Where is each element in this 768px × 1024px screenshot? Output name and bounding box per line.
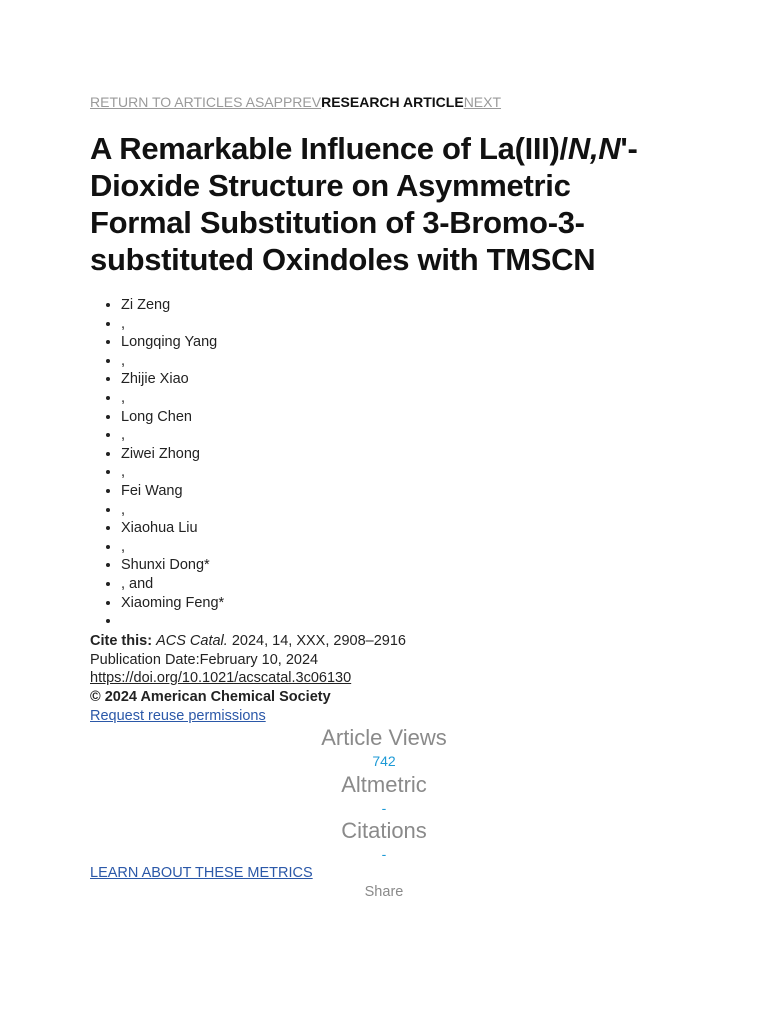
reuse-row: [90, 707, 678, 726]
author-item[interactable]: • Long Chen: [121, 408, 224, 427]
copyright-text: © 2024 American Chemical Society: [90, 689, 331, 706]
next-link[interactable]: NEXT: [463, 94, 502, 110]
cite-this-row: [90, 632, 678, 651]
citation-details: 2024, 14, XXX, 2908–2916: [227, 633, 406, 649]
altmetric-label: Altmetric: [341, 771, 427, 797]
altmetric-value[interactable]: -: [381, 799, 387, 816]
citation-block: [90, 632, 678, 726]
title-italic-comma: ,: [589, 131, 599, 166]
learn-about-metrics-link[interactable]: LEARN ABOUT THESE METRICS: [90, 865, 313, 881]
author-list: [90, 296, 224, 631]
title-part-1: A Remarkable Influence of La(III)/: [90, 131, 568, 166]
author-separator: • ,: [121, 389, 224, 408]
author-separator: • ,: [121, 538, 224, 557]
article-type-label: RESEARCH ARTICLE: [321, 94, 464, 110]
doi-row: [90, 669, 678, 688]
doi-link[interactable]: https://doi.org/10.1021/acscatal.3c06130: [90, 670, 352, 687]
request-reuse-permissions-link[interactable]: Request reuse permissions: [90, 707, 266, 724]
return-to-articles-link[interactable]: RETURN TO ARTICLES ASAP: [90, 94, 283, 110]
author-separator: • ,: [121, 501, 224, 520]
author-separator: • ,: [121, 463, 224, 482]
title-part-2: '-Dioxide Structure on Asymmetric Formal Substitution of 3-Bromo-3-substituted Oxindoles with TMSCN: [90, 131, 638, 277]
title-italic-n2: N: [598, 131, 621, 166]
journal-name: ACS Catal.: [156, 633, 228, 649]
cite-this-label: Cite this:: [90, 633, 153, 649]
author-item[interactable]: • Fei Wang: [121, 482, 224, 501]
author-item[interactable]: • Xiaoming Feng*: [121, 594, 224, 613]
citations-label: Citations: [341, 818, 427, 843]
article-metrics: [90, 724, 678, 864]
author-item[interactable]: • Ziwei Zhong: [121, 445, 224, 464]
author-separator: • ,: [121, 426, 224, 445]
title-italic-n1: N: [567, 131, 590, 166]
author-item[interactable]: • Zhijie Xiao: [121, 370, 224, 389]
author-separator: • ,: [121, 315, 224, 334]
author-separator: • , and: [121, 575, 224, 594]
author-item[interactable]: • Xiaohua Liu: [121, 519, 224, 538]
article-nav: [90, 94, 501, 111]
author-item[interactable]: • Zi Zeng: [121, 296, 224, 315]
author-item[interactable]: • Longqing Yang: [121, 333, 224, 352]
author-item[interactable]: • Shunxi Dong*: [121, 556, 224, 575]
publication-date: Publication Date:February 10, 2024: [90, 651, 319, 668]
prev-link[interactable]: PREV: [282, 94, 322, 110]
article-views-label: Article Views: [321, 725, 447, 750]
article-views-value: 742: [372, 753, 396, 769]
article-title: [90, 130, 678, 278]
share-button[interactable]: Share: [364, 884, 404, 900]
author-separator: [121, 612, 224, 631]
copyright-row: [90, 688, 678, 707]
author-separator: • ,: [121, 352, 224, 371]
citations-value[interactable]: -: [381, 846, 387, 862]
